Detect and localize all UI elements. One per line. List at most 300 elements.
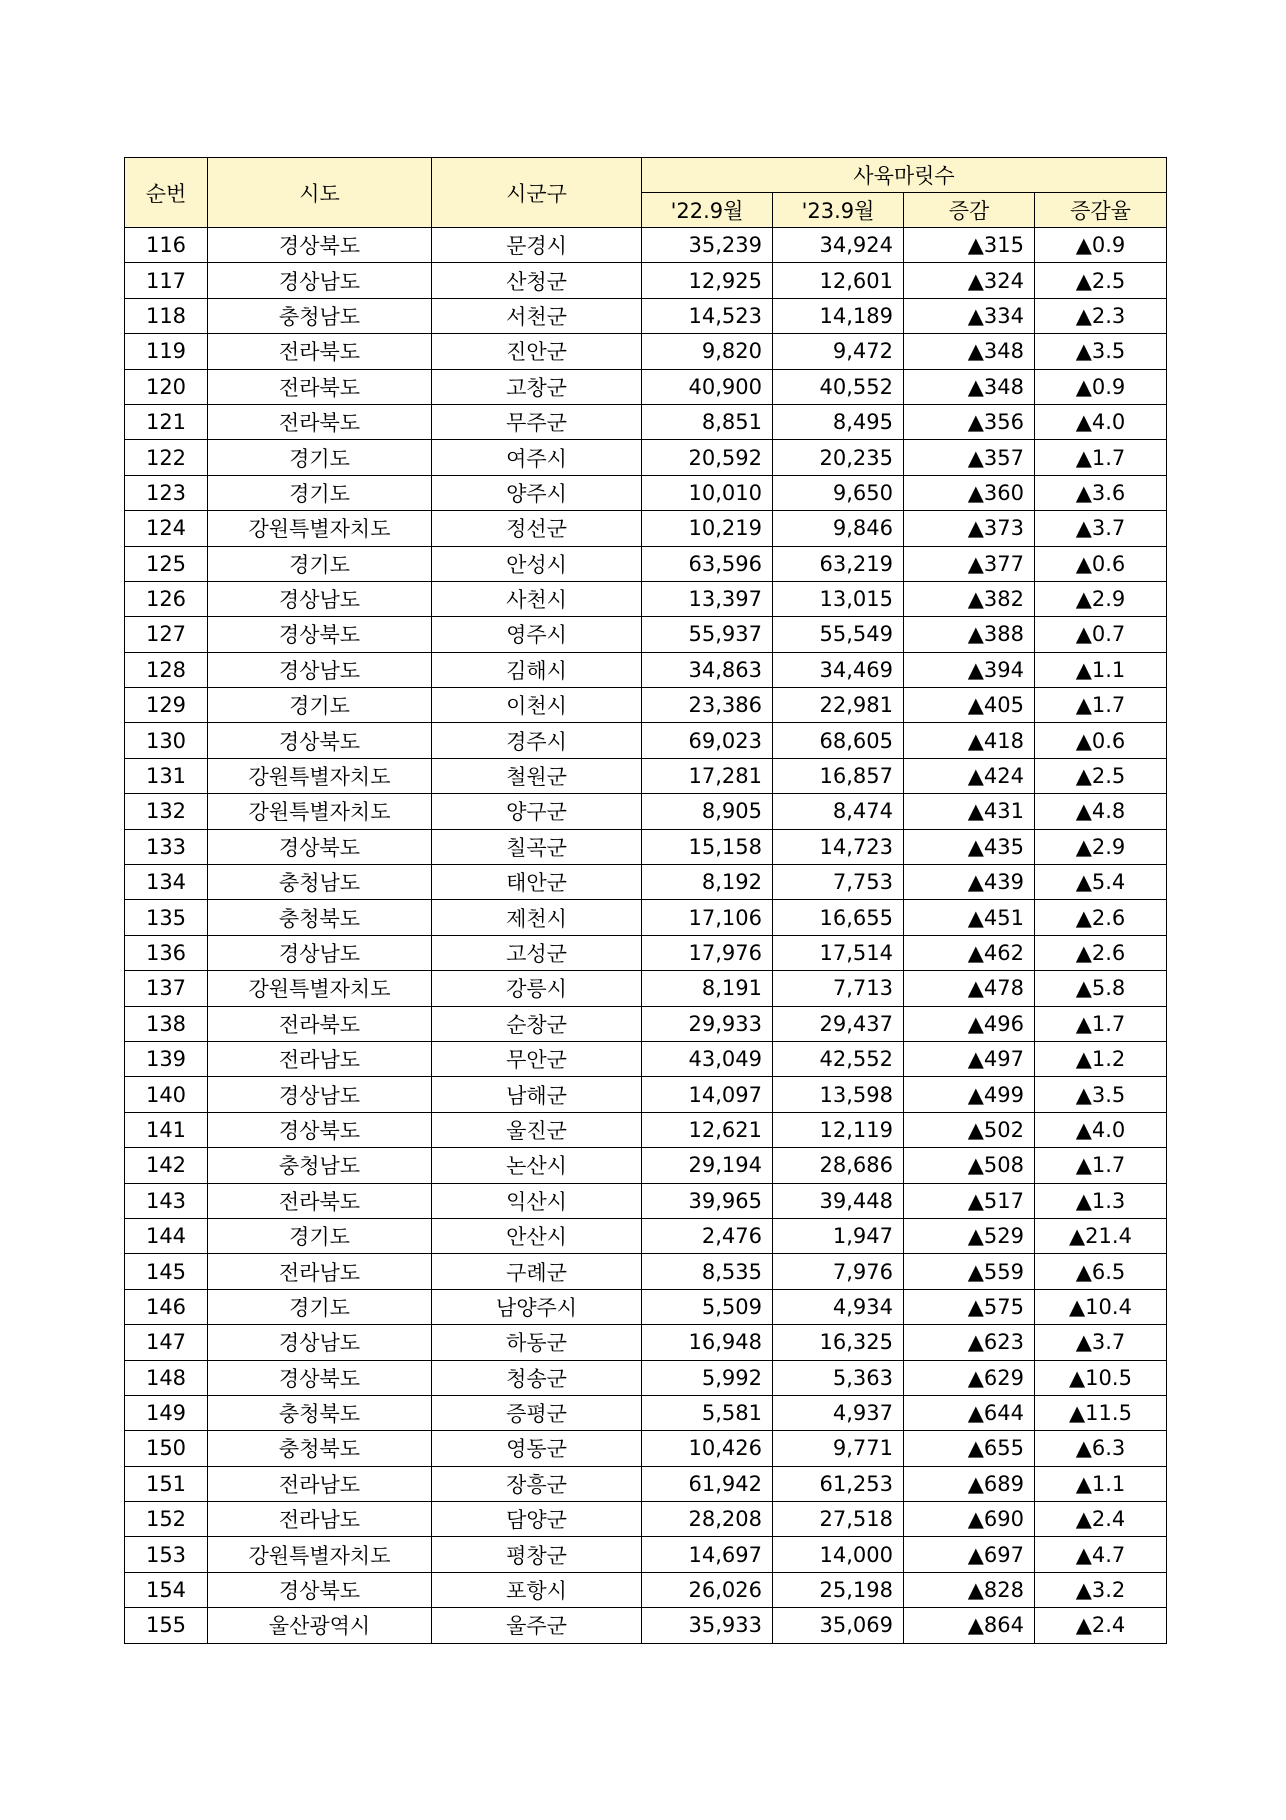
cell-sigungu: 경주시: [432, 723, 642, 758]
cell-2022-sep: 17,976: [642, 935, 773, 970]
cell-change: ▲373: [904, 511, 1035, 546]
cell-sido: 충청북도: [208, 900, 432, 935]
cell-2023-sep: 61,253: [773, 1466, 904, 1501]
cell-2022-sep: 10,219: [642, 511, 773, 546]
cell-change-rate: ▲3.2: [1035, 1572, 1167, 1607]
header-livestock-count: 사육마릿수: [642, 158, 1167, 193]
cell-change-rate: ▲3.5: [1035, 1077, 1167, 1112]
table-row: [125, 228, 1167, 263]
cell-2023-sep: 12,601: [773, 263, 904, 298]
cell-change-rate: ▲1.7: [1035, 688, 1167, 723]
cell-sido: 강원특별자치도: [208, 1537, 432, 1572]
cell-change: ▲499: [904, 1077, 1035, 1112]
cell-2023-sep: 14,000: [773, 1537, 904, 1572]
cell-change: ▲360: [904, 475, 1035, 510]
cell-no: 138: [125, 1006, 208, 1041]
table-row: [125, 829, 1167, 864]
cell-change-rate: ▲6.5: [1035, 1254, 1167, 1289]
cell-sigungu: 제천시: [432, 900, 642, 935]
cell-change-rate: ▲2.4: [1035, 1502, 1167, 1537]
cell-sido: 경상북도: [208, 723, 432, 758]
cell-sido: 충청남도: [208, 1148, 432, 1183]
cell-2023-sep: 14,723: [773, 829, 904, 864]
cell-2023-sep: 12,119: [773, 1112, 904, 1147]
cell-change-rate: ▲4.7: [1035, 1537, 1167, 1572]
cell-change: ▲508: [904, 1148, 1035, 1183]
cell-sido: 경기도: [208, 688, 432, 723]
header-sido: 시도: [208, 158, 432, 228]
cell-no: 117: [125, 263, 208, 298]
cell-change-rate: ▲2.9: [1035, 581, 1167, 616]
cell-2023-sep: 22,981: [773, 688, 904, 723]
header-no: 순번: [125, 158, 208, 228]
cell-change: ▲697: [904, 1537, 1035, 1572]
cell-change: ▲418: [904, 723, 1035, 758]
cell-2022-sep: 8,905: [642, 794, 773, 829]
cell-change-rate: ▲10.5: [1035, 1360, 1167, 1395]
cell-sigungu: 영동군: [432, 1431, 642, 1466]
cell-change-rate: ▲3.6: [1035, 475, 1167, 510]
cell-sigungu: 안산시: [432, 1218, 642, 1253]
cell-change: ▲517: [904, 1183, 1035, 1218]
cell-no: 124: [125, 511, 208, 546]
cell-change: ▲629: [904, 1360, 1035, 1395]
cell-2023-sep: 8,474: [773, 794, 904, 829]
cell-sido: 전라남도: [208, 1254, 432, 1289]
cell-change-rate: ▲2.5: [1035, 263, 1167, 298]
cell-sido: 경상북도: [208, 1572, 432, 1607]
cell-sigungu: 김해시: [432, 652, 642, 687]
cell-2023-sep: 16,325: [773, 1325, 904, 1360]
cell-change-rate: ▲2.3: [1035, 298, 1167, 333]
cell-change: ▲431: [904, 794, 1035, 829]
cell-change-rate: ▲0.6: [1035, 723, 1167, 758]
cell-2022-sep: 29,194: [642, 1148, 773, 1183]
cell-change: ▲357: [904, 440, 1035, 475]
header-change-rate: 증감율: [1035, 193, 1167, 228]
cell-2023-sep: 9,846: [773, 511, 904, 546]
cell-change: ▲559: [904, 1254, 1035, 1289]
cell-sigungu: 평창군: [432, 1537, 642, 1572]
cell-2022-sep: 5,992: [642, 1360, 773, 1395]
cell-no: 145: [125, 1254, 208, 1289]
cell-no: 122: [125, 440, 208, 475]
cell-change: ▲451: [904, 900, 1035, 935]
cell-sigungu: 울진군: [432, 1112, 642, 1147]
cell-sigungu: 문경시: [432, 228, 642, 263]
header-2022-sep: '22.9월: [642, 193, 773, 228]
table-row: [125, 865, 1167, 900]
cell-sido: 강원특별자치도: [208, 758, 432, 793]
cell-2022-sep: 10,426: [642, 1431, 773, 1466]
cell-change-rate: ▲1.1: [1035, 1466, 1167, 1501]
cell-sigungu: 안성시: [432, 546, 642, 581]
cell-change-rate: ▲2.9: [1035, 829, 1167, 864]
table-row: [125, 1254, 1167, 1289]
cell-2023-sep: 34,924: [773, 228, 904, 263]
cell-sigungu: 무안군: [432, 1041, 642, 1076]
table-row: [125, 1112, 1167, 1147]
cell-no: 152: [125, 1502, 208, 1537]
cell-2022-sep: 69,023: [642, 723, 773, 758]
table-row: [125, 263, 1167, 298]
cell-2023-sep: 29,437: [773, 1006, 904, 1041]
header-change: 증감: [904, 193, 1035, 228]
table-row: [125, 1608, 1167, 1643]
cell-2023-sep: 28,686: [773, 1148, 904, 1183]
cell-sigungu: 고성군: [432, 935, 642, 970]
table-row: [125, 404, 1167, 439]
cell-sigungu: 하동군: [432, 1325, 642, 1360]
cell-sido: 충청북도: [208, 1395, 432, 1430]
cell-sigungu: 무주군: [432, 404, 642, 439]
cell-2022-sep: 13,397: [642, 581, 773, 616]
cell-2023-sep: 9,771: [773, 1431, 904, 1466]
cell-sigungu: 칠곡군: [432, 829, 642, 864]
cell-sido: 경상남도: [208, 263, 432, 298]
cell-2022-sep: 8,535: [642, 1254, 773, 1289]
cell-2023-sep: 1,947: [773, 1218, 904, 1253]
cell-change-rate: ▲3.7: [1035, 511, 1167, 546]
table-row: [125, 1431, 1167, 1466]
cell-sigungu: 서천군: [432, 298, 642, 333]
cell-change-rate: ▲1.2: [1035, 1041, 1167, 1076]
cell-change-rate: ▲0.9: [1035, 228, 1167, 263]
cell-no: 139: [125, 1041, 208, 1076]
cell-2022-sep: 8,851: [642, 404, 773, 439]
table-row: [125, 900, 1167, 935]
cell-no: 129: [125, 688, 208, 723]
cell-sido: 경상남도: [208, 652, 432, 687]
cell-2023-sep: 55,549: [773, 617, 904, 652]
cell-no: 144: [125, 1218, 208, 1253]
cell-2023-sep: 4,934: [773, 1289, 904, 1324]
cell-2023-sep: 4,937: [773, 1395, 904, 1430]
table-row: [125, 1466, 1167, 1501]
cell-2023-sep: 17,514: [773, 935, 904, 970]
cell-change: ▲394: [904, 652, 1035, 687]
cell-change-rate: ▲0.7: [1035, 617, 1167, 652]
table-body: [125, 228, 1167, 1644]
cell-change: ▲502: [904, 1112, 1035, 1147]
cell-sido: 전라남도: [208, 1041, 432, 1076]
cell-change: ▲689: [904, 1466, 1035, 1501]
cell-no: 148: [125, 1360, 208, 1395]
cell-change-rate: ▲0.6: [1035, 546, 1167, 581]
table-row: [125, 723, 1167, 758]
cell-2022-sep: 55,937: [642, 617, 773, 652]
cell-sido: 전라북도: [208, 404, 432, 439]
table-row: [125, 1183, 1167, 1218]
cell-2023-sep: 5,363: [773, 1360, 904, 1395]
cell-sigungu: 담양군: [432, 1502, 642, 1537]
cell-change-rate: ▲0.9: [1035, 369, 1167, 404]
cell-2023-sep: 25,198: [773, 1572, 904, 1607]
table-row: [125, 1041, 1167, 1076]
cell-sigungu: 양구군: [432, 794, 642, 829]
cell-2022-sep: 16,948: [642, 1325, 773, 1360]
cell-no: 137: [125, 971, 208, 1006]
cell-2022-sep: 8,192: [642, 865, 773, 900]
cell-sido: 강원특별자치도: [208, 511, 432, 546]
cell-2023-sep: 63,219: [773, 546, 904, 581]
cell-sigungu: 남양주시: [432, 1289, 642, 1324]
cell-2023-sep: 27,518: [773, 1502, 904, 1537]
cell-2023-sep: 8,495: [773, 404, 904, 439]
cell-no: 135: [125, 900, 208, 935]
cell-sido: 경기도: [208, 546, 432, 581]
cell-change-rate: ▲1.3: [1035, 1183, 1167, 1218]
cell-sigungu: 강릉시: [432, 971, 642, 1006]
cell-no: 121: [125, 404, 208, 439]
cell-2022-sep: 35,933: [642, 1608, 773, 1643]
cell-no: 150: [125, 1431, 208, 1466]
table-row: [125, 617, 1167, 652]
cell-no: 151: [125, 1466, 208, 1501]
cell-no: 149: [125, 1395, 208, 1430]
cell-no: 125: [125, 546, 208, 581]
cell-change-rate: ▲4.0: [1035, 404, 1167, 439]
cell-sido: 경기도: [208, 440, 432, 475]
table-row: [125, 1537, 1167, 1572]
table-row: [125, 652, 1167, 687]
cell-change: ▲478: [904, 971, 1035, 1006]
cell-2023-sep: 20,235: [773, 440, 904, 475]
table-row: [125, 581, 1167, 616]
cell-change: ▲388: [904, 617, 1035, 652]
cell-no: 155: [125, 1608, 208, 1643]
header-2023-sep: '23.9월: [773, 193, 904, 228]
cell-2023-sep: 9,650: [773, 475, 904, 510]
table-row: [125, 511, 1167, 546]
cell-2022-sep: 17,106: [642, 900, 773, 935]
cell-no: 119: [125, 334, 208, 369]
cell-no: 136: [125, 935, 208, 970]
cell-2022-sep: 14,697: [642, 1537, 773, 1572]
cell-sigungu: 울주군: [432, 1608, 642, 1643]
table-row: [125, 1289, 1167, 1324]
cell-sido: 전라북도: [208, 334, 432, 369]
cell-no: 147: [125, 1325, 208, 1360]
cell-2023-sep: 16,857: [773, 758, 904, 793]
cell-sido: 경기도: [208, 1289, 432, 1324]
table-row: [125, 794, 1167, 829]
table-row: [125, 1077, 1167, 1112]
cell-change-rate: ▲6.3: [1035, 1431, 1167, 1466]
cell-change-rate: ▲2.6: [1035, 900, 1167, 935]
cell-2022-sep: 5,509: [642, 1289, 773, 1324]
cell-no: 118: [125, 298, 208, 333]
cell-change-rate: ▲4.0: [1035, 1112, 1167, 1147]
cell-2023-sep: 9,472: [773, 334, 904, 369]
cell-change-rate: ▲2.4: [1035, 1608, 1167, 1643]
cell-sido: 경상남도: [208, 1325, 432, 1360]
cell-no: 153: [125, 1537, 208, 1572]
cell-sigungu: 남해군: [432, 1077, 642, 1112]
cell-2022-sep: 9,820: [642, 334, 773, 369]
cell-change: ▲655: [904, 1431, 1035, 1466]
cell-2022-sep: 17,281: [642, 758, 773, 793]
cell-2023-sep: 7,753: [773, 865, 904, 900]
cell-sigungu: 철원군: [432, 758, 642, 793]
cell-2023-sep: 7,713: [773, 971, 904, 1006]
cell-sido: 경상북도: [208, 228, 432, 263]
cell-sido: 전라북도: [208, 369, 432, 404]
cell-change-rate: ▲1.7: [1035, 1006, 1167, 1041]
cell-2022-sep: 28,208: [642, 1502, 773, 1537]
cell-2023-sep: 39,448: [773, 1183, 904, 1218]
cell-2022-sep: 20,592: [642, 440, 773, 475]
cell-sido: 경상남도: [208, 935, 432, 970]
cell-sido: 경상북도: [208, 1112, 432, 1147]
cell-change: ▲462: [904, 935, 1035, 970]
cell-no: 131: [125, 758, 208, 793]
cell-sido: 경상남도: [208, 1077, 432, 1112]
cell-no: 134: [125, 865, 208, 900]
table-row: [125, 1572, 1167, 1607]
table-row: [125, 758, 1167, 793]
cell-change-rate: ▲5.8: [1035, 971, 1167, 1006]
cell-change: ▲405: [904, 688, 1035, 723]
cell-sido: 경기도: [208, 475, 432, 510]
cell-sigungu: 장흥군: [432, 1466, 642, 1501]
cell-change-rate: ▲1.7: [1035, 1148, 1167, 1183]
cell-no: 132: [125, 794, 208, 829]
cell-2023-sep: 13,015: [773, 581, 904, 616]
cell-sido: 충청남도: [208, 865, 432, 900]
cell-no: 126: [125, 581, 208, 616]
cell-no: 128: [125, 652, 208, 687]
cell-sido: 충청남도: [208, 298, 432, 333]
cell-sido: 강원특별자치도: [208, 971, 432, 1006]
cell-no: 130: [125, 723, 208, 758]
cell-change: ▲644: [904, 1395, 1035, 1430]
cell-2023-sep: 7,976: [773, 1254, 904, 1289]
cell-no: 141: [125, 1112, 208, 1147]
table-row: [125, 688, 1167, 723]
cell-change-rate: ▲2.6: [1035, 935, 1167, 970]
cell-2022-sep: 43,049: [642, 1041, 773, 1076]
cell-change-rate: ▲11.5: [1035, 1395, 1167, 1430]
cell-change-rate: ▲10.4: [1035, 1289, 1167, 1324]
cell-change: ▲690: [904, 1502, 1035, 1537]
cell-change: ▲334: [904, 298, 1035, 333]
cell-change: ▲828: [904, 1572, 1035, 1607]
table-row: [125, 1148, 1167, 1183]
cell-no: 123: [125, 475, 208, 510]
cell-no: 142: [125, 1148, 208, 1183]
cell-change-rate: ▲4.8: [1035, 794, 1167, 829]
cell-sido: 경기도: [208, 1218, 432, 1253]
header-sigungu: 시군구: [432, 158, 642, 228]
cell-sigungu: 이천시: [432, 688, 642, 723]
cell-2023-sep: 35,069: [773, 1608, 904, 1643]
cell-sigungu: 영주시: [432, 617, 642, 652]
cell-2023-sep: 16,655: [773, 900, 904, 935]
cell-sido: 경상북도: [208, 617, 432, 652]
cell-sigungu: 여주시: [432, 440, 642, 475]
table-row: [125, 1006, 1167, 1041]
cell-2023-sep: 68,605: [773, 723, 904, 758]
cell-2022-sep: 29,933: [642, 1006, 773, 1041]
cell-change: ▲529: [904, 1218, 1035, 1253]
cell-change: ▲496: [904, 1006, 1035, 1041]
cell-sido: 전라남도: [208, 1466, 432, 1501]
cell-sigungu: 정선군: [432, 511, 642, 546]
cell-no: 133: [125, 829, 208, 864]
cell-sido: 전라북도: [208, 1006, 432, 1041]
cell-2022-sep: 5,581: [642, 1395, 773, 1430]
cell-sido: 경상북도: [208, 1360, 432, 1395]
cell-change: ▲435: [904, 829, 1035, 864]
table-row: [125, 971, 1167, 1006]
cell-sido: 전라북도: [208, 1183, 432, 1218]
table-row: [125, 1360, 1167, 1395]
cell-change: ▲377: [904, 546, 1035, 581]
cell-sigungu: 순창군: [432, 1006, 642, 1041]
cell-sigungu: 논산시: [432, 1148, 642, 1183]
cell-sigungu: 산청군: [432, 263, 642, 298]
table-row: [125, 935, 1167, 970]
cell-2022-sep: 39,965: [642, 1183, 773, 1218]
cell-no: 146: [125, 1289, 208, 1324]
cell-change: ▲348: [904, 334, 1035, 369]
cell-2022-sep: 2,476: [642, 1218, 773, 1253]
cell-sido: 충청북도: [208, 1431, 432, 1466]
cell-sigungu: 포항시: [432, 1572, 642, 1607]
table-row: [125, 1218, 1167, 1253]
cell-no: 116: [125, 228, 208, 263]
cell-change-rate: ▲1.1: [1035, 652, 1167, 687]
cell-sigungu: 청송군: [432, 1360, 642, 1395]
cell-2022-sep: 14,097: [642, 1077, 773, 1112]
table-row: [125, 475, 1167, 510]
cell-sigungu: 익산시: [432, 1183, 642, 1218]
cell-2023-sep: 40,552: [773, 369, 904, 404]
cell-sigungu: 양주시: [432, 475, 642, 510]
cell-2022-sep: 12,621: [642, 1112, 773, 1147]
cell-2022-sep: 61,942: [642, 1466, 773, 1501]
cell-change-rate: ▲3.5: [1035, 334, 1167, 369]
table-row: [125, 1325, 1167, 1360]
table-row: [125, 369, 1167, 404]
cell-2022-sep: 40,900: [642, 369, 773, 404]
cell-change-rate: ▲5.4: [1035, 865, 1167, 900]
cell-2022-sep: 23,386: [642, 688, 773, 723]
cell-sigungu: 증평군: [432, 1395, 642, 1430]
cell-sigungu: 고창군: [432, 369, 642, 404]
cell-2022-sep: 12,925: [642, 263, 773, 298]
cell-2023-sep: 34,469: [773, 652, 904, 687]
cell-change: ▲439: [904, 865, 1035, 900]
cell-sigungu: 사천시: [432, 581, 642, 616]
cell-sigungu: 진안군: [432, 334, 642, 369]
table-row: [125, 1502, 1167, 1537]
cell-no: 140: [125, 1077, 208, 1112]
cell-change-rate: ▲3.7: [1035, 1325, 1167, 1360]
cell-2022-sep: 14,523: [642, 298, 773, 333]
cell-sido: 울산광역시: [208, 1608, 432, 1643]
cell-2022-sep: 26,026: [642, 1572, 773, 1607]
cell-sido: 전라남도: [208, 1502, 432, 1537]
cell-change: ▲315: [904, 228, 1035, 263]
cell-change: ▲356: [904, 404, 1035, 439]
cell-change-rate: ▲2.5: [1035, 758, 1167, 793]
table-row: [125, 1395, 1167, 1430]
cell-change-rate: ▲21.4: [1035, 1218, 1167, 1253]
cell-change-rate: ▲1.7: [1035, 440, 1167, 475]
cell-2023-sep: 13,598: [773, 1077, 904, 1112]
